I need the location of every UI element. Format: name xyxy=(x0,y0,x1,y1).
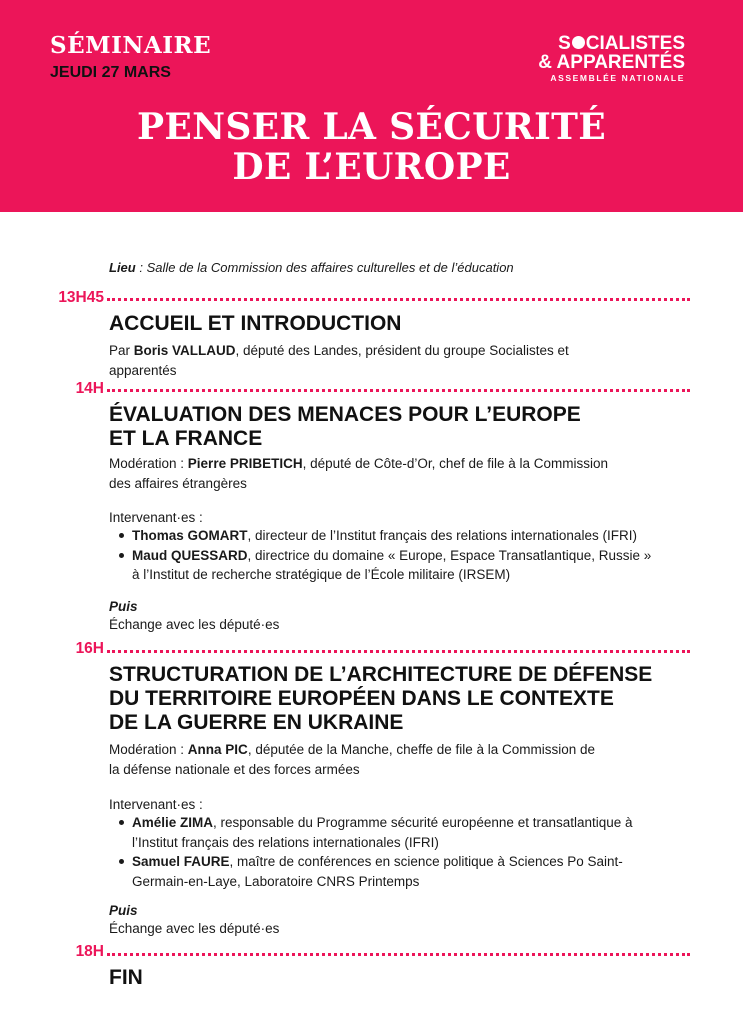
session-time: 13H45 xyxy=(58,289,104,306)
session-time: 14H xyxy=(75,380,104,397)
rose-icon xyxy=(572,36,585,49)
session-moderation: Modération : Pierre PRIBETICH, député de Côte-d’Or, chef de file à la Commission des affaires étrangères xyxy=(109,456,608,491)
session-title: FIN xyxy=(109,966,143,989)
dotted-divider xyxy=(107,650,690,653)
dotted-divider xyxy=(107,298,690,301)
then-label: Puis xyxy=(109,599,138,614)
speakers-list xyxy=(109,526,651,585)
dotted-divider xyxy=(107,953,690,956)
dotted-divider xyxy=(107,389,690,392)
session-time: 16H xyxy=(75,640,104,657)
party-logo: S CIALISTES & APPARENTÉS ASSEMBLÉE NATIONALE xyxy=(538,33,685,83)
page-title: PENSER LA SÉCURITÉ DE L’EUROPE xyxy=(137,106,606,188)
list-item: Samuel FAURE, maître de conférences en science politique à Sciences Po Saint- Germain-en-Laye, Laboratoire CNRS Printemps xyxy=(132,852,633,891)
event-type: SÉMINAIRE xyxy=(50,32,212,59)
then-text: Échange avec les député·es xyxy=(109,921,280,936)
then-label: Puis xyxy=(109,903,138,918)
then-text: Échange avec les député·es xyxy=(109,617,280,632)
speakers-list xyxy=(109,813,633,891)
venue-line: Lieu : Salle de la Commission des affaires culturelles et de l’éducation xyxy=(109,260,514,275)
speakers-label: Intervenant·es : xyxy=(109,797,203,812)
speakers-label: Intervenant·es : xyxy=(109,510,203,525)
session-title: STRUCTURATION DE L’ARCHITECTURE DE DÉFENSE DU TERRITOIRE EUROPÉEN DANS LE CONTEXTE DE LA GUERRE EN UKRAINE xyxy=(109,663,653,734)
event-date: JEUDI 27 MARS xyxy=(50,64,171,81)
list-item: Maud QUESSARD, directrice du domaine « Europe, Espace Transatlantique, Russie » à l’Institut de recherche stratégique de l’École militaire (IRSEM) xyxy=(132,546,651,585)
session-moderation: Modération : Anna PIC, députée de la Manche, cheffe de file à la Commission de la défense nationale et des forces armées xyxy=(109,742,596,777)
session-title: ACCUEIL ET INTRODUCTION xyxy=(109,312,402,335)
header-banner xyxy=(0,0,743,212)
session-intro: Par Boris VALLAUD, député des Landes, président du groupe Socialistes et apparentés xyxy=(109,343,569,378)
session-time: 18H xyxy=(75,943,104,960)
list-item: Amélie ZIMA, responsable du Programme sécurité européenne et transatlantique à l’Institut français des relations internationales (IFRI) xyxy=(132,813,633,852)
list-item: Thomas GOMART, directeur de l’Institut français des relations internationales (IFRI) xyxy=(132,526,651,546)
session-title: ÉVALUATION DES MENACES POUR L’EUROPE ET LA FRANCE xyxy=(109,403,581,450)
